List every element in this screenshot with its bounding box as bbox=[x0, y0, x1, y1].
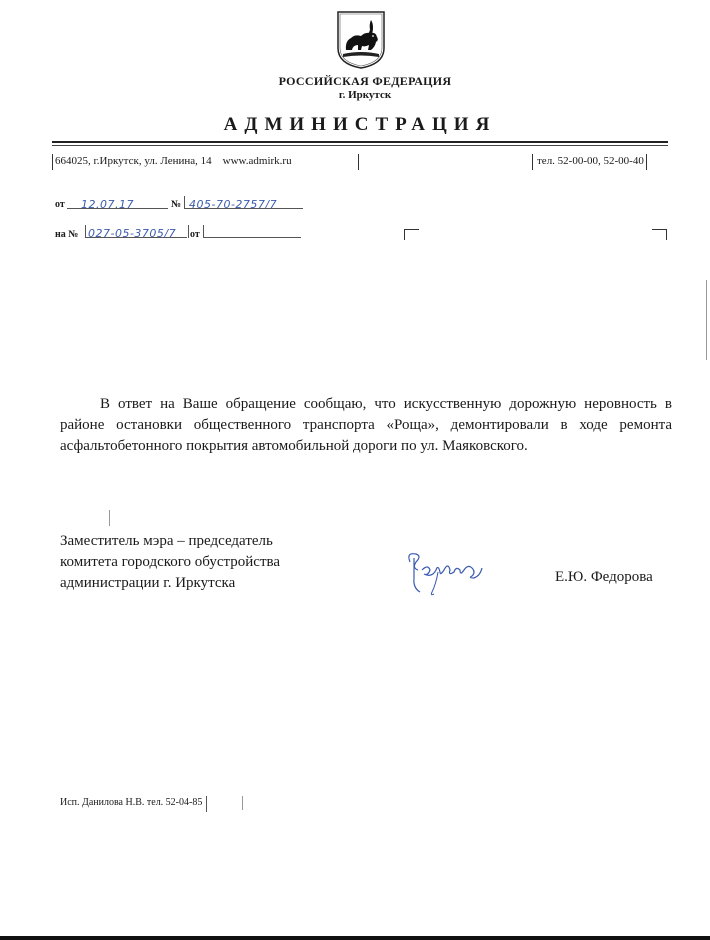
date-value: 12.07.17 bbox=[81, 198, 134, 211]
body-paragraph: В ответ на Ваше обращение сообщаю, что искусственную дорожную неровность в районе остановки общественного транспорта «Роща», демонтировали в ходе ремонта асфальтобетонного покрытия автомобильной дороги по ул. Маяковского. bbox=[60, 396, 672, 454]
addressee-corner-right bbox=[652, 229, 667, 240]
handwritten-signature bbox=[402, 548, 494, 598]
field-tick bbox=[188, 225, 189, 238]
contact-separator bbox=[358, 154, 359, 170]
letter-body bbox=[60, 394, 672, 457]
signer-name: Е.Ю. Федорова bbox=[555, 569, 653, 585]
position-line-2: комитета городского обустройства bbox=[60, 554, 281, 570]
reply-number-value: 027-05-3705/7 bbox=[88, 227, 177, 240]
number-label: № bbox=[171, 199, 182, 210]
number-field bbox=[185, 195, 303, 209]
number-value: 405-70-2757/7 bbox=[189, 198, 278, 211]
scan-mark bbox=[242, 796, 243, 810]
executor-contact: Исп. Данилова Н.В. тел. 52-04-85 bbox=[60, 796, 207, 812]
scan-bottom-edge bbox=[0, 936, 710, 940]
contact-phone: тел. 52-00-00, 52-00-40 bbox=[532, 154, 647, 170]
city-heading: г. Иркутск bbox=[338, 89, 392, 101]
scan-mark bbox=[109, 510, 110, 526]
header-divider bbox=[52, 141, 668, 143]
scan-edge bbox=[706, 280, 707, 360]
addressee-corner-left bbox=[404, 229, 419, 240]
contact-address-block bbox=[52, 154, 292, 170]
website-link: www.admirk.ru bbox=[222, 155, 292, 167]
organization-title: АДМИНИСТРАЦИЯ bbox=[223, 114, 497, 135]
reply-from-label: от bbox=[190, 229, 200, 240]
header-divider-thin bbox=[52, 145, 668, 146]
date-field bbox=[67, 195, 168, 209]
address-text: 664025, г.Иркутск, ул. Ленина, 14 bbox=[55, 155, 212, 167]
reply-number-field bbox=[86, 224, 187, 238]
reply-date-field bbox=[204, 224, 301, 238]
position-line-1: Заместитель мэра – председатель bbox=[60, 533, 273, 549]
reply-label: на № bbox=[55, 229, 79, 240]
irkutsk-coat-of-arms-icon bbox=[335, 10, 387, 70]
position-line-3: администрации г. Иркутска bbox=[60, 575, 236, 591]
from-label: от bbox=[55, 199, 65, 210]
country-heading: РОССИЙСКАЯ ФЕДЕРАЦИЯ bbox=[278, 74, 452, 88]
signer-position bbox=[60, 531, 280, 594]
